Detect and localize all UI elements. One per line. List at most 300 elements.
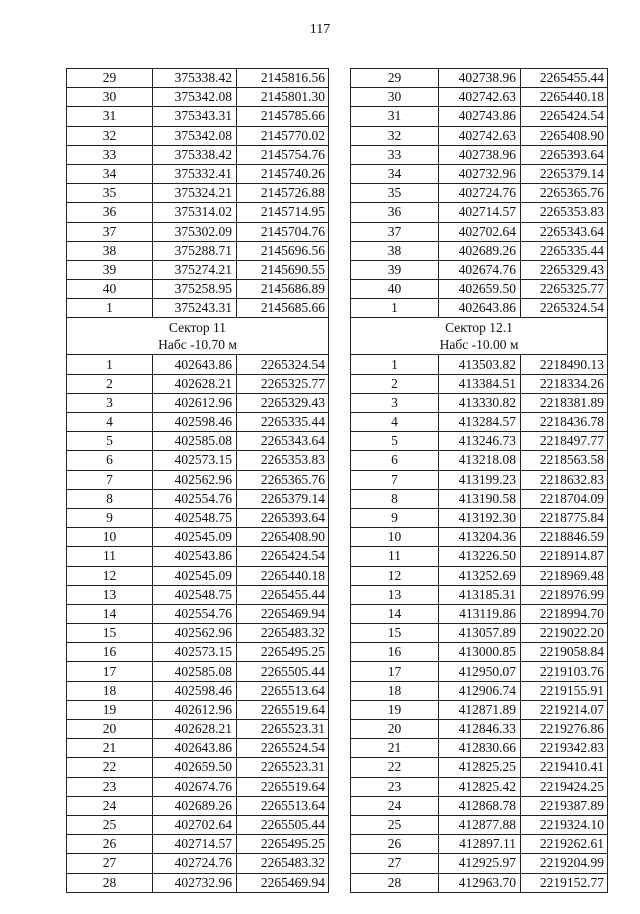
- point-number-cell: 6: [351, 451, 439, 470]
- point-number-cell: 25: [351, 815, 439, 834]
- x-coordinate-cell: 375302.09: [153, 222, 237, 241]
- x-coordinate-cell: 402628.21: [153, 374, 237, 393]
- point-number-cell: 7: [67, 470, 153, 489]
- section-title: Сектор 12.1: [445, 320, 513, 336]
- y-coordinate-cell: 2145801.30: [237, 88, 329, 107]
- table-row: [351, 126, 608, 145]
- x-coordinate-cell: 412897.11: [439, 835, 521, 854]
- x-coordinate-cell: 375338.42: [153, 145, 237, 164]
- y-coordinate-cell: 2265469.94: [237, 873, 329, 892]
- table-row: [351, 681, 608, 700]
- table-row: [67, 566, 329, 585]
- table-row: [67, 489, 329, 508]
- table-row: [351, 260, 608, 279]
- y-coordinate-cell: 2265483.32: [237, 624, 329, 643]
- point-number-cell: 1: [351, 299, 439, 318]
- section-depth: Набс -10.70 м: [158, 337, 237, 353]
- y-coordinate-cell: 2218381.89: [521, 393, 608, 412]
- y-coordinate-cell: 2218490.13: [521, 355, 608, 374]
- x-coordinate-cell: 375243.31: [153, 299, 237, 318]
- point-number-cell: 28: [67, 873, 153, 892]
- x-coordinate-cell: 413226.50: [439, 547, 521, 566]
- point-number-cell: 35: [351, 184, 439, 203]
- point-number-cell: 19: [351, 700, 439, 719]
- x-coordinate-cell: 412877.88: [439, 815, 521, 834]
- y-coordinate-cell: 2218497.77: [521, 432, 608, 451]
- x-coordinate-cell: 402598.46: [153, 413, 237, 432]
- y-coordinate-cell: 2145686.89: [237, 280, 329, 299]
- y-coordinate-cell: 2219387.89: [521, 796, 608, 815]
- y-coordinate-cell: 2219214.07: [521, 700, 608, 719]
- point-number-cell: 5: [351, 432, 439, 451]
- x-coordinate-cell: 413218.08: [439, 451, 521, 470]
- table-row: [67, 700, 329, 719]
- table-row: [67, 393, 329, 412]
- table-row: [67, 854, 329, 873]
- point-number-cell: 11: [67, 547, 153, 566]
- x-coordinate-cell: 413190.58: [439, 489, 521, 508]
- point-number-cell: 10: [67, 528, 153, 547]
- y-coordinate-cell: 2265324.54: [237, 355, 329, 374]
- x-coordinate-cell: 402674.76: [153, 777, 237, 796]
- x-coordinate-cell: 402643.86: [153, 355, 237, 374]
- table-row: [67, 835, 329, 854]
- point-number-cell: 2: [351, 374, 439, 393]
- table-row: [67, 374, 329, 393]
- table-row: [351, 528, 608, 547]
- table-row: [351, 777, 608, 796]
- y-coordinate-cell: 2265524.54: [237, 739, 329, 758]
- table-row: [351, 88, 608, 107]
- table-row: [67, 470, 329, 489]
- table-row: [351, 489, 608, 508]
- x-coordinate-cell: 402724.76: [439, 184, 521, 203]
- point-number-cell: 13: [67, 585, 153, 604]
- x-coordinate-cell: 413057.89: [439, 624, 521, 643]
- y-coordinate-cell: 2145714.95: [237, 203, 329, 222]
- x-coordinate-cell: 412871.89: [439, 700, 521, 719]
- point-number-cell: 32: [67, 126, 153, 145]
- x-coordinate-cell: 402573.15: [153, 643, 237, 662]
- table-row: [351, 470, 608, 489]
- table-row: [351, 280, 608, 299]
- y-coordinate-cell: 2265335.44: [521, 241, 608, 260]
- point-number-cell: 22: [67, 758, 153, 777]
- point-number-cell: 18: [67, 681, 153, 700]
- y-coordinate-cell: 2265379.14: [521, 164, 608, 183]
- table-row: [351, 393, 608, 412]
- y-coordinate-cell: 2265523.31: [237, 758, 329, 777]
- table-row: [67, 815, 329, 834]
- point-number-cell: 12: [351, 566, 439, 585]
- table-row: [351, 547, 608, 566]
- point-number-cell: 17: [351, 662, 439, 681]
- point-number-cell: 25: [67, 815, 153, 834]
- x-coordinate-cell: 402548.75: [153, 508, 237, 527]
- table-row: [351, 184, 608, 203]
- section-header: [67, 318, 329, 355]
- point-number-cell: 32: [351, 126, 439, 145]
- point-number-cell: 6: [67, 451, 153, 470]
- y-coordinate-cell: 2145816.56: [237, 69, 329, 88]
- x-coordinate-cell: 413199.23: [439, 470, 521, 489]
- point-number-cell: 9: [351, 508, 439, 527]
- y-coordinate-cell: 2265343.64: [521, 222, 608, 241]
- table-row: [351, 700, 608, 719]
- table-row: [351, 299, 608, 318]
- y-coordinate-cell: 2265513.64: [237, 681, 329, 700]
- y-coordinate-cell: 2145754.76: [237, 145, 329, 164]
- table-row: [351, 432, 608, 451]
- table-row: [67, 604, 329, 623]
- y-coordinate-cell: 2219410.41: [521, 758, 608, 777]
- point-number-cell: 1: [67, 355, 153, 374]
- point-number-cell: 17: [67, 662, 153, 681]
- y-coordinate-cell: 2265424.54: [521, 107, 608, 126]
- y-coordinate-cell: 2265393.64: [237, 508, 329, 527]
- point-number-cell: 10: [351, 528, 439, 547]
- x-coordinate-cell: 402732.96: [439, 164, 521, 183]
- table-row: [351, 662, 608, 681]
- table-row: [67, 662, 329, 681]
- point-number-cell: 28: [351, 873, 439, 892]
- point-number-cell: 31: [351, 107, 439, 126]
- y-coordinate-cell: 2219103.76: [521, 662, 608, 681]
- point-number-cell: 22: [351, 758, 439, 777]
- x-coordinate-cell: 402732.96: [153, 873, 237, 892]
- point-number-cell: 16: [351, 643, 439, 662]
- table-row: [67, 720, 329, 739]
- x-coordinate-cell: 402689.26: [153, 796, 237, 815]
- point-number-cell: 36: [67, 203, 153, 222]
- x-coordinate-cell: 375324.21: [153, 184, 237, 203]
- table-row: [67, 69, 329, 88]
- point-number-cell: 1: [67, 299, 153, 318]
- table-row: [67, 681, 329, 700]
- y-coordinate-cell: 2265469.94: [237, 604, 329, 623]
- table-row: [351, 854, 608, 873]
- y-coordinate-cell: 2145704.76: [237, 222, 329, 241]
- table-row: [351, 796, 608, 815]
- table-row: [67, 145, 329, 164]
- y-coordinate-cell: 2218436.78: [521, 413, 608, 432]
- y-coordinate-cell: 2145696.56: [237, 241, 329, 260]
- table-row: [351, 355, 608, 374]
- section-title: Сектор 11: [168, 320, 227, 336]
- table-row: [351, 643, 608, 662]
- x-coordinate-cell: 402545.09: [153, 528, 237, 547]
- x-coordinate-cell: 402598.46: [153, 681, 237, 700]
- table-row: [67, 260, 329, 279]
- section-depth: Набс -10.00 м: [439, 337, 519, 353]
- point-number-cell: 27: [67, 854, 153, 873]
- y-coordinate-cell: 2265523.31: [237, 720, 329, 739]
- table-row: [67, 432, 329, 451]
- x-coordinate-cell: 402738.96: [439, 145, 521, 164]
- point-number-cell: 36: [351, 203, 439, 222]
- y-coordinate-cell: 2265505.44: [237, 662, 329, 681]
- table-row: [351, 739, 608, 758]
- point-number-cell: 8: [67, 489, 153, 508]
- y-coordinate-cell: 2265408.90: [237, 528, 329, 547]
- y-coordinate-cell: 2219324.10: [521, 815, 608, 834]
- table-row: [67, 222, 329, 241]
- table-row: [351, 604, 608, 623]
- point-number-cell: 16: [67, 643, 153, 662]
- x-coordinate-cell: 413246.73: [439, 432, 521, 451]
- table-row: [67, 643, 329, 662]
- point-number-cell: 24: [67, 796, 153, 815]
- y-coordinate-cell: 2265519.64: [237, 700, 329, 719]
- x-coordinate-cell: 402738.96: [439, 69, 521, 88]
- x-coordinate-cell: 412950.07: [439, 662, 521, 681]
- y-coordinate-cell: 2218334.26: [521, 374, 608, 393]
- point-number-cell: 39: [351, 260, 439, 279]
- x-coordinate-cell: 412825.42: [439, 777, 521, 796]
- y-coordinate-cell: 2265393.64: [521, 145, 608, 164]
- x-coordinate-cell: 402554.76: [153, 604, 237, 623]
- x-coordinate-cell: 413119.86: [439, 604, 521, 623]
- point-number-cell: 38: [351, 241, 439, 260]
- table-row: [67, 585, 329, 604]
- point-number-cell: 4: [351, 413, 439, 432]
- x-coordinate-cell: 402643.86: [439, 299, 521, 318]
- y-coordinate-cell: 2218846.59: [521, 528, 608, 547]
- point-number-cell: 7: [351, 470, 439, 489]
- y-coordinate-cell: 2265335.44: [237, 413, 329, 432]
- x-coordinate-cell: 375288.71: [153, 241, 237, 260]
- y-coordinate-cell: 2218976.99: [521, 585, 608, 604]
- table-row: [351, 815, 608, 834]
- x-coordinate-cell: 412830.66: [439, 739, 521, 758]
- section-header: [351, 318, 608, 355]
- x-coordinate-cell: 402612.96: [153, 700, 237, 719]
- table-row: [67, 355, 329, 374]
- y-coordinate-cell: 2145770.02: [237, 126, 329, 145]
- y-coordinate-cell: 2265424.54: [237, 547, 329, 566]
- x-coordinate-cell: 413284.57: [439, 413, 521, 432]
- y-coordinate-cell: 2219152.77: [521, 873, 608, 892]
- left-coordinates-table: [66, 68, 328, 893]
- section-header-row: [67, 318, 329, 355]
- x-coordinate-cell: 402643.86: [153, 739, 237, 758]
- table-row: [351, 241, 608, 260]
- point-number-cell: 20: [67, 720, 153, 739]
- point-number-cell: 37: [67, 222, 153, 241]
- x-coordinate-cell: 375338.42: [153, 69, 237, 88]
- x-coordinate-cell: 402543.86: [153, 547, 237, 566]
- x-coordinate-cell: 402742.63: [439, 126, 521, 145]
- table-row: [351, 69, 608, 88]
- x-coordinate-cell: 413000.85: [439, 643, 521, 662]
- point-number-cell: 29: [351, 69, 439, 88]
- x-coordinate-cell: 375314.02: [153, 203, 237, 222]
- y-coordinate-cell: 2145726.88: [237, 184, 329, 203]
- x-coordinate-cell: 413204.36: [439, 528, 521, 547]
- x-coordinate-cell: 413185.31: [439, 585, 521, 604]
- table-row: [67, 413, 329, 432]
- y-coordinate-cell: 2219342.83: [521, 739, 608, 758]
- point-number-cell: 31: [67, 107, 153, 126]
- table-row: [67, 624, 329, 643]
- point-number-cell: 15: [351, 624, 439, 643]
- x-coordinate-cell: 402743.86: [439, 107, 521, 126]
- y-coordinate-cell: 2219058.84: [521, 643, 608, 662]
- x-coordinate-cell: 402689.26: [439, 241, 521, 260]
- y-coordinate-cell: 2219262.61: [521, 835, 608, 854]
- y-coordinate-cell: 2265353.83: [237, 451, 329, 470]
- y-coordinate-cell: 2265519.64: [237, 777, 329, 796]
- x-coordinate-cell: 402702.64: [153, 815, 237, 834]
- x-coordinate-cell: 402702.64: [439, 222, 521, 241]
- x-coordinate-cell: 375342.08: [153, 126, 237, 145]
- x-coordinate-cell: 402674.76: [439, 260, 521, 279]
- point-number-cell: 26: [351, 835, 439, 854]
- point-number-cell: 33: [67, 145, 153, 164]
- table-row: [67, 203, 329, 222]
- point-number-cell: 4: [67, 413, 153, 432]
- y-coordinate-cell: 2145690.55: [237, 260, 329, 279]
- point-number-cell: 11: [351, 547, 439, 566]
- x-coordinate-cell: 402562.96: [153, 624, 237, 643]
- point-number-cell: 1: [351, 355, 439, 374]
- point-number-cell: 30: [351, 88, 439, 107]
- y-coordinate-cell: 2265329.43: [237, 393, 329, 412]
- x-coordinate-cell: 402562.96: [153, 470, 237, 489]
- y-coordinate-cell: 2265325.77: [521, 280, 608, 299]
- point-number-cell: 26: [67, 835, 153, 854]
- x-coordinate-cell: 375343.31: [153, 107, 237, 126]
- x-coordinate-cell: 402714.57: [153, 835, 237, 854]
- point-number-cell: 40: [351, 280, 439, 299]
- y-coordinate-cell: 2218994.70: [521, 604, 608, 623]
- point-number-cell: 38: [67, 241, 153, 260]
- y-coordinate-cell: 2265379.14: [237, 489, 329, 508]
- point-number-cell: 13: [351, 585, 439, 604]
- y-coordinate-cell: 2145785.66: [237, 107, 329, 126]
- point-number-cell: 15: [67, 624, 153, 643]
- table-row: [351, 720, 608, 739]
- table-row: [67, 873, 329, 892]
- x-coordinate-cell: 402545.09: [153, 566, 237, 585]
- x-coordinate-cell: 375274.21: [153, 260, 237, 279]
- table-row: [351, 107, 608, 126]
- y-coordinate-cell: 2218914.87: [521, 547, 608, 566]
- point-number-cell: 23: [67, 777, 153, 796]
- point-number-cell: 12: [67, 566, 153, 585]
- x-coordinate-cell: 413503.82: [439, 355, 521, 374]
- y-coordinate-cell: 2265505.44: [237, 815, 329, 834]
- x-coordinate-cell: 402742.63: [439, 88, 521, 107]
- y-coordinate-cell: 2219276.86: [521, 720, 608, 739]
- table-row: [351, 145, 608, 164]
- table-row: [351, 451, 608, 470]
- x-coordinate-cell: 412963.70: [439, 873, 521, 892]
- y-coordinate-cell: 2265483.32: [237, 854, 329, 873]
- y-coordinate-cell: 2145740.26: [237, 164, 329, 183]
- point-number-cell: 39: [67, 260, 153, 279]
- point-number-cell: 8: [351, 489, 439, 508]
- x-coordinate-cell: 413384.51: [439, 374, 521, 393]
- x-coordinate-cell: 412925.97: [439, 854, 521, 873]
- x-coordinate-cell: 412906.74: [439, 681, 521, 700]
- y-coordinate-cell: 2218632.83: [521, 470, 608, 489]
- table-row: [67, 107, 329, 126]
- y-coordinate-cell: 2265343.64: [237, 432, 329, 451]
- y-coordinate-cell: 2219204.99: [521, 854, 608, 873]
- table-row: [351, 203, 608, 222]
- section-header-row: [351, 318, 608, 355]
- point-number-cell: 5: [67, 432, 153, 451]
- x-coordinate-cell: 413192.30: [439, 508, 521, 527]
- y-coordinate-cell: 2145685.66: [237, 299, 329, 318]
- y-coordinate-cell: 2219022.20: [521, 624, 608, 643]
- x-coordinate-cell: 402573.15: [153, 451, 237, 470]
- table-row: [67, 299, 329, 318]
- y-coordinate-cell: 2218969.48: [521, 566, 608, 585]
- table-row: [67, 126, 329, 145]
- y-coordinate-cell: 2265329.43: [521, 260, 608, 279]
- table-row: [351, 413, 608, 432]
- table-row: [351, 508, 608, 527]
- point-number-cell: 14: [351, 604, 439, 623]
- point-number-cell: 24: [351, 796, 439, 815]
- table-row: [351, 164, 608, 183]
- x-coordinate-cell: 402585.08: [153, 432, 237, 451]
- x-coordinate-cell: 402548.75: [153, 585, 237, 604]
- table-row: [351, 222, 608, 241]
- x-coordinate-cell: 402714.57: [439, 203, 521, 222]
- table-row: [67, 528, 329, 547]
- y-coordinate-cell: 2265440.18: [521, 88, 608, 107]
- table-row: [351, 566, 608, 585]
- point-number-cell: 23: [351, 777, 439, 796]
- table-row: [67, 88, 329, 107]
- point-number-cell: 20: [351, 720, 439, 739]
- y-coordinate-cell: 2219424.25: [521, 777, 608, 796]
- table-row: [67, 184, 329, 203]
- y-coordinate-cell: 2265513.64: [237, 796, 329, 815]
- x-coordinate-cell: 412868.78: [439, 796, 521, 815]
- point-number-cell: 19: [67, 700, 153, 719]
- x-coordinate-cell: 375332.41: [153, 164, 237, 183]
- y-coordinate-cell: 2218775.84: [521, 508, 608, 527]
- point-number-cell: 14: [67, 604, 153, 623]
- x-coordinate-cell: 375342.08: [153, 88, 237, 107]
- y-coordinate-cell: 2219155.91: [521, 681, 608, 700]
- x-coordinate-cell: 402612.96: [153, 393, 237, 412]
- y-coordinate-cell: 2265440.18: [237, 566, 329, 585]
- point-number-cell: 33: [351, 145, 439, 164]
- table-row: [351, 374, 608, 393]
- point-number-cell: 2: [67, 374, 153, 393]
- point-number-cell: 34: [67, 164, 153, 183]
- y-coordinate-cell: 2265324.54: [521, 299, 608, 318]
- table-row: [67, 758, 329, 777]
- y-coordinate-cell: 2218563.58: [521, 451, 608, 470]
- point-number-cell: 3: [351, 393, 439, 412]
- table-row: [351, 835, 608, 854]
- point-number-cell: 21: [67, 739, 153, 758]
- x-coordinate-cell: 413252.69: [439, 566, 521, 585]
- page-number: 117: [309, 22, 331, 37]
- y-coordinate-cell: 2265455.44: [237, 585, 329, 604]
- table-row: [67, 547, 329, 566]
- x-coordinate-cell: 402628.21: [153, 720, 237, 739]
- table-row: [351, 624, 608, 643]
- table-row: [67, 796, 329, 815]
- point-number-cell: 27: [351, 854, 439, 873]
